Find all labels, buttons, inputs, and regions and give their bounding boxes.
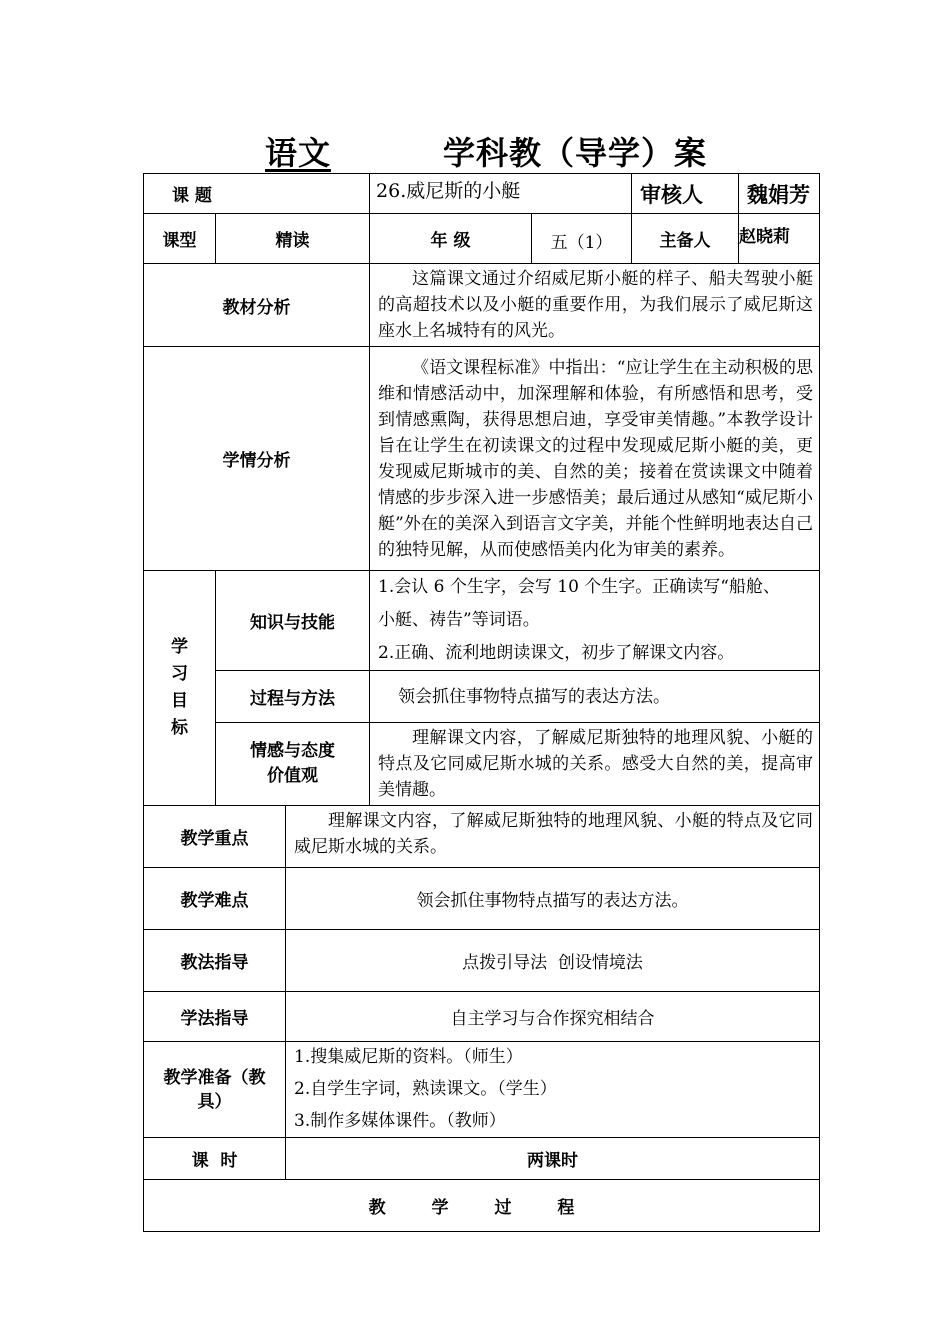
material-analysis-text: 这篇课文通过介绍威尼斯小艇的样子、船夫驾驶小艇的高超技术以及小艇的重要作用，为我们展示了威尼斯这座水上名城特有的风光。 — [370, 264, 820, 347]
learning-method-text: 自主学习与合作探究相结合 — [286, 992, 820, 1042]
objectives-label: 学习目标 — [144, 571, 216, 806]
knowledge-label: 知识与技能 — [216, 571, 370, 671]
student-analysis-label: 学情分析 — [144, 347, 370, 571]
learning-method-label: 学法指导 — [144, 992, 286, 1042]
grade-label: 年 级 — [370, 214, 532, 264]
difficulty-label: 教学难点 — [144, 868, 286, 930]
preparer-value: 赵晓莉 — [739, 214, 820, 264]
title-text: 学科教（导学）案 — [442, 134, 707, 172]
emotion-label-line: 情感与态度 — [250, 741, 335, 761]
teaching-method-label: 教法指导 — [144, 930, 286, 992]
material-analysis-label: 教材分析 — [144, 264, 370, 347]
process-label: 过程与方法 — [216, 671, 370, 723]
periods-value: 两课时 — [286, 1138, 820, 1180]
preparation-item: 2.自学生字词，熟读课文。（学生） — [294, 1079, 557, 1099]
grade-value: 五（1） — [532, 214, 632, 264]
reviewer-value: 魏娟芳 — [739, 174, 820, 214]
emotion-label — [216, 723, 370, 806]
document-title — [0, 128, 950, 174]
teaching-method-text: 点拨引导法 创设情境法 — [286, 930, 820, 992]
student-analysis-text: 《语文课程标准》中指出：“应让学生在主动积极的思维和情感活动中，加深理解和体验，有所感悟和思考，受到情感熏陶，获得思想启迪，享受审美情趣。”本教学设计旨在让学生在初读课文的过程中发现威尼斯小艇的美，更发现威尼斯城市的美、自然的美；接着在赏读课文中随着情感的步步深入进一步感悟美；最后通过从感知“威尼斯小艇”外在的美深入到语言文字美，并能个性鲜明地表达自己的独特见解，从而使感悟美内化为审美的素养。 — [370, 347, 820, 571]
preparation-label: 教学准备（教具） — [144, 1042, 286, 1138]
periods-label: 课 时 — [144, 1138, 286, 1180]
topic-value: 26.威尼斯的小艇 — [370, 174, 632, 214]
type-label: 课型 — [144, 214, 216, 264]
type-value: 精读 — [216, 214, 370, 264]
reviewer-label: 审核人 — [632, 174, 739, 214]
key-point-text: 理解课文内容，了解威尼斯独特的地理风貌、小艇的特点及它同威尼斯水城的关系。 — [286, 806, 820, 868]
process-text: 领会抓住事物特点描写的表达方法。 — [370, 671, 820, 723]
knowledge-text — [370, 571, 820, 671]
emotion-label-line: 价值观 — [267, 766, 318, 786]
emotion-text: 理解课文内容，了解威尼斯独特的地理风貌、小艇的特点及它同威尼斯水城的关系。感受大自然的美，提高审美情趣。 — [370, 723, 820, 806]
teaching-process-heading: 教 学 过 程 — [144, 1180, 820, 1232]
preparer-label: 主备人 — [632, 214, 739, 264]
preparation-list — [286, 1042, 820, 1138]
key-point-label: 教学重点 — [144, 806, 286, 868]
knowledge-line: 小艇、祷告”等词语。 — [378, 610, 540, 630]
subject-name: 语文 — [264, 134, 331, 172]
knowledge-line: 1.会认 6 个生字，会写 10 个生字。正确读写“船舱、 — [378, 577, 780, 597]
preparation-item: 3.制作多媒体课件。（教师） — [294, 1111, 506, 1131]
topic-label: 课 题 — [144, 174, 370, 214]
knowledge-line: 2.正确、流利地朗读课文，初步了解课文内容。 — [378, 643, 735, 663]
difficulty-text: 领会抓住事物特点描写的表达方法。 — [286, 868, 820, 930]
preparation-item: 1.搜集威尼斯的资料。（师生） — [294, 1047, 523, 1067]
lesson-plan-table — [143, 173, 820, 1232]
